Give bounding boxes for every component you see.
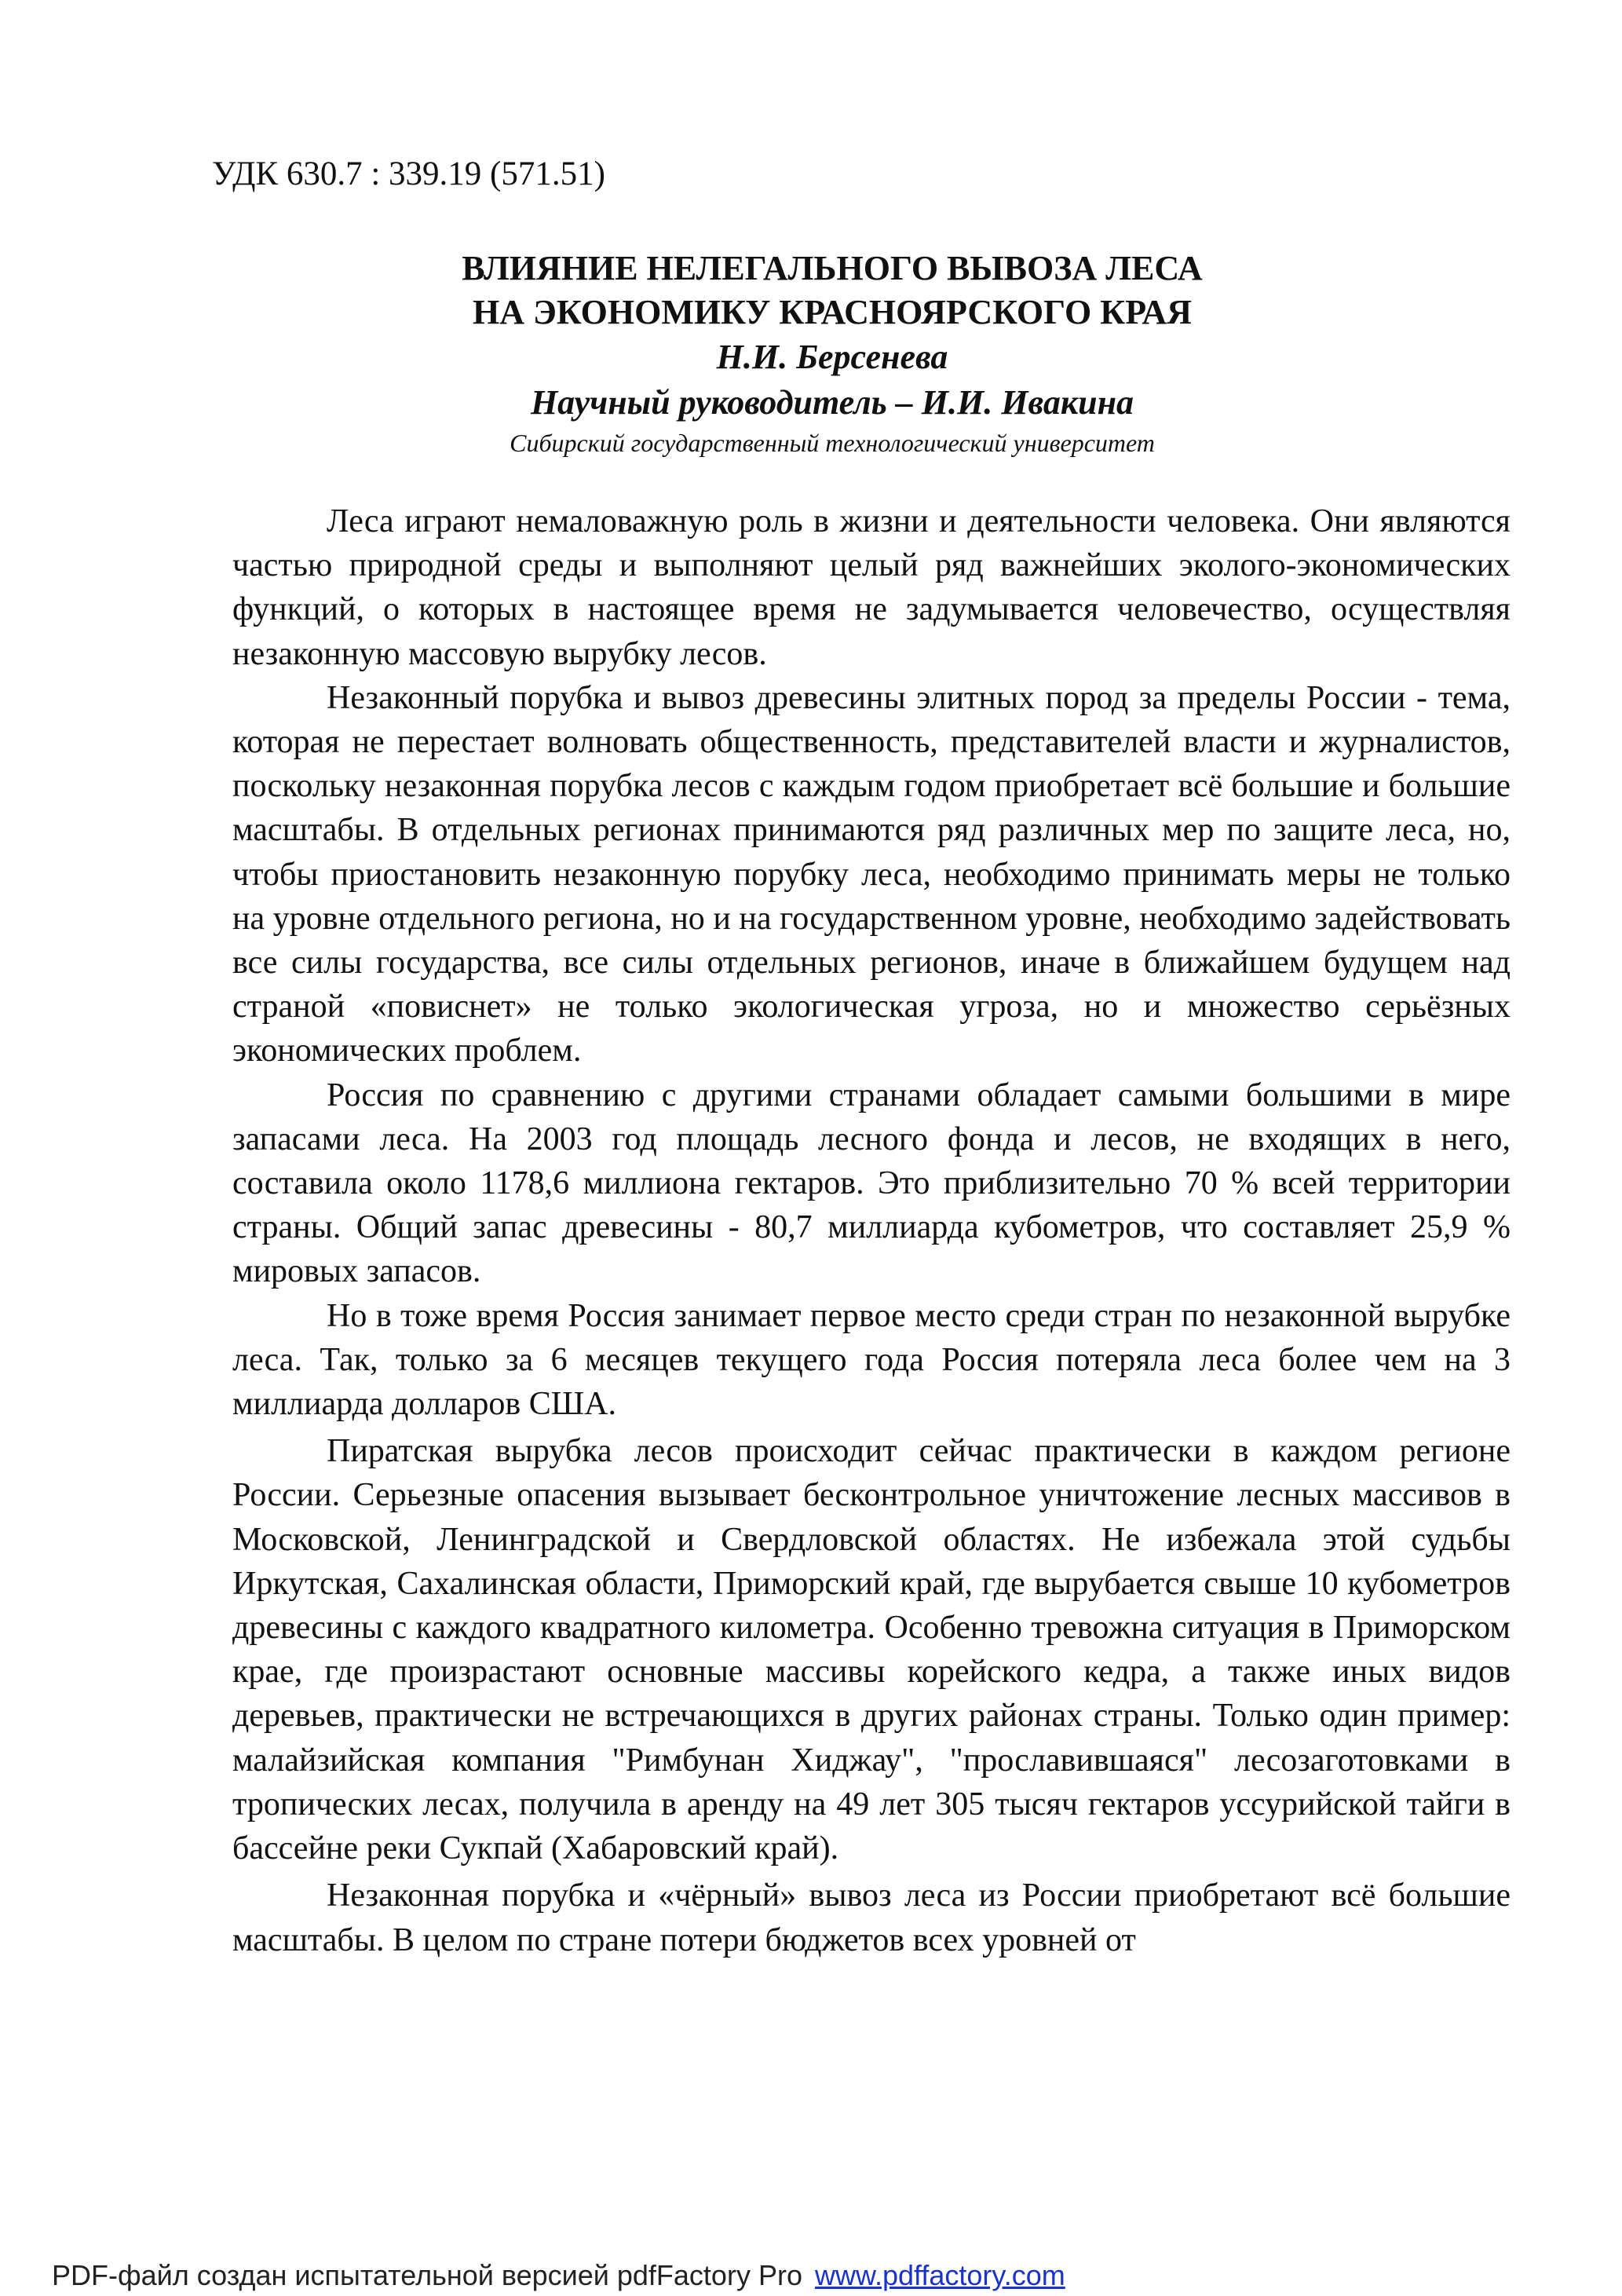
paragraph-2: Незаконный порубка и вывоз древесины элитных пород за пределы России - тема, которая не перестает волновать общественность, представителей власти и журналистов, поскольку незаконная порубка лесов с каждым годом приобретает всё большие и большие масштабы. В отдельных регионах принимаются ряд различных мер по защите леса, но, чтобы приостановить незаконную порубку леса, необходимо принимать меры не только на уровне отдельного региона, но и на государственном уровне, необходимо задействовать все силы государства, все силы отдельных регионов, иначе в ближайшем будущем над страной «повиснет» не только экологическая угроза, но и множество серьёзных экономических проблем. bbox=[232, 679, 1511, 1069]
footer-link[interactable]: www.pdffactory.com bbox=[814, 2259, 1065, 2291]
paragraph-1: Леса играют немаловажную роль в жизни и деятельности человека. Они являются частью природной среды и выполняют целый ряд важнейших эколого-экономических функций, о которых в настоящее время не задумывается человечество, осуществляя незаконную массовую вырубку лесов. bbox=[232, 503, 1511, 672]
udc-code: УДК 630.7 : 339.19 (571.51) bbox=[212, 155, 605, 192]
article-body bbox=[232, 499, 1511, 1962]
article-header bbox=[232, 247, 1432, 460]
title-line-2: НА ЭКОНОМИКУ КРАСНОЯРСКОГО КРАЯ bbox=[473, 293, 1192, 331]
paragraph-6: Незаконная порубка и «чёрный» вывоз леса из России приобретают всё большие масштабы. В целом по стране потери бюджетов всех уровней от bbox=[232, 1877, 1511, 1958]
pdf-footer bbox=[52, 2260, 1065, 2291]
author: Н.И. Берсенева bbox=[716, 338, 948, 376]
affiliation: Сибирский государственный технологический университет bbox=[510, 429, 1155, 457]
advisor: Научный руководитель – И.И. Ивакина bbox=[530, 383, 1134, 422]
footer-text: PDF-файл создан испытательной версией pdfFactory Pro bbox=[52, 2259, 802, 2291]
paragraph-3: Россия по сравнению с другими странами обладает самыми большими в мире запасами леса. На 2003 год площадь лесного фонда и лесов, не входящих в него, составила около 1178,6 миллиона гектаров. Это приблизительно 70 % всей территории страны. Общий запас древесины - 80,7 миллиарда кубометров, что составляет 25,9 % мировых запасов. bbox=[232, 1077, 1511, 1290]
paragraph-4: Но в тоже время Россия занимает первое место среди стран по незаконной вырубке леса. Так, только за 6 месяцев текущего года Россия потеряла леса более чем на 3 миллиарда долларов США. bbox=[232, 1297, 1511, 1423]
title-line-1: ВЛИЯНИЕ НЕЛЕГАЛЬНОГО ВЫВОЗА ЛЕСА bbox=[462, 249, 1203, 287]
paragraph-5: Пиратская вырубка лесов происходит сейчас практически в каждом регионе России. Серьезные опасения вызывает бесконтрольное уничтожение лесных массивов в Московской, Ленинградской и Свердловской областях. Не избежала этой судьбы Иркутская, Сахалинская области, Приморский край, где вырубается свыше 10 кубометров древесины с каждого квадратного километра. Особенно тревожна ситуация в Приморском крае, где произрастают основные массивы корейского кедра, а также иных видов деревьев, практически не встречающихся в других районах страны. Только один пример: малайзийская компания "Римбунан Хиджау", "прославившаяся" лесозаготовками в тропических лесах, получила в аренду на 49 лет 305 тысяч гектаров уссурийской тайги в бассейне реки Сукпай (Хабаровский край). bbox=[232, 1433, 1511, 1867]
